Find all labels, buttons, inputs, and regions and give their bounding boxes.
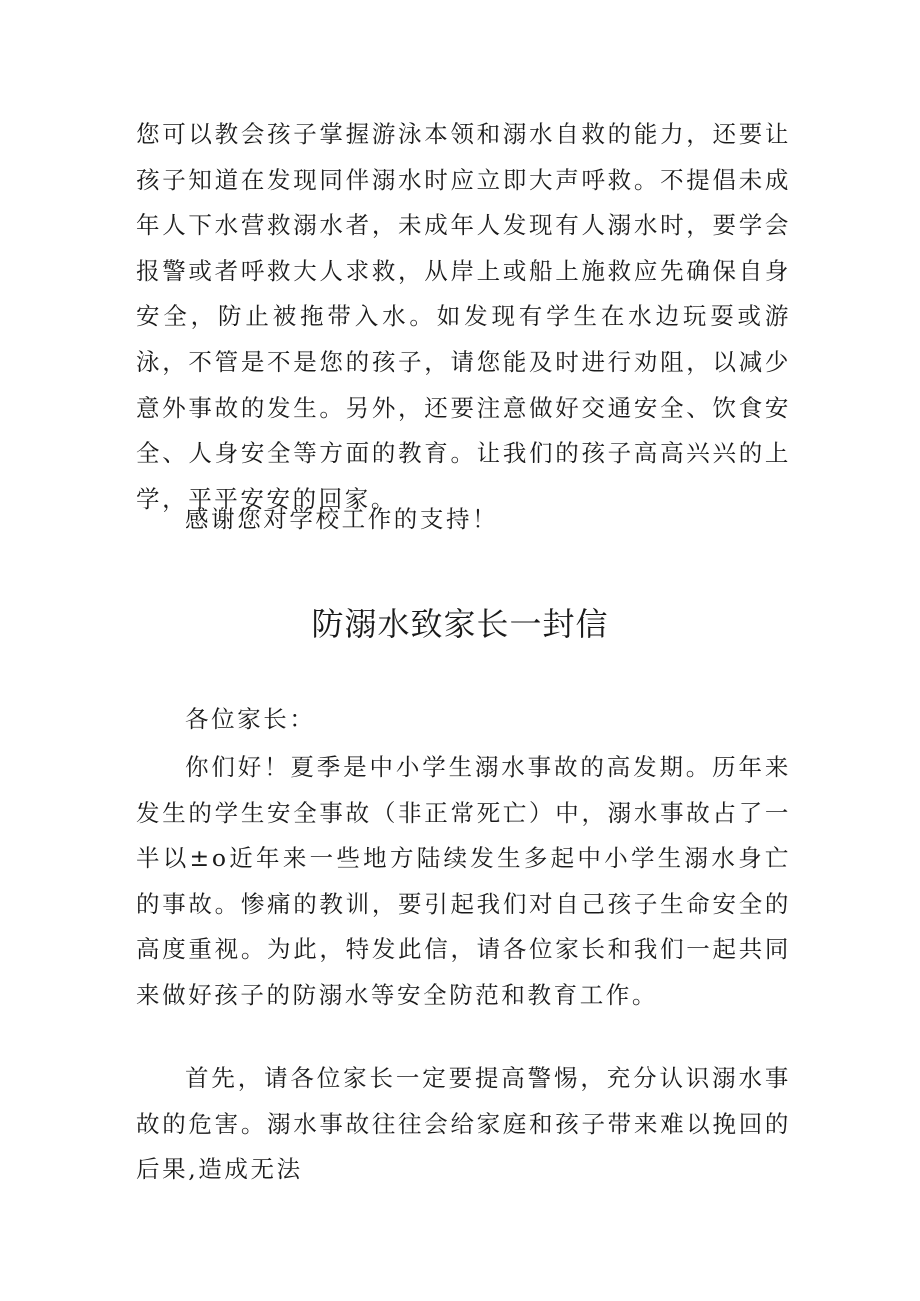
page-title: 防溺水致家长一封信 — [311, 605, 609, 643]
greeting-paragraph: 你们好！夏季是中小学生溺水事故的高发期。历年来发生的学生安全事故（非正常死亡）中，溺水事故占了一半以±o近年来一些地方陆续发生多起中小学生溺水身亡的事故。惨痛的教训，要引起我们对自己孩子生命安全的高度重视。为此，特发此信，请各位家长和我们一起共同来做好孩子的防溺水等安全防范和教育工作。 — [136, 753, 791, 1009]
salutation: 各位家长： — [185, 705, 316, 733]
thanks-line: 感谢您对学校工作的支持！ — [185, 505, 499, 533]
continued-paragraph: 您可以教会孩子掌握游泳本领和溺水自救的能力，还要让孩子知道在发现同伴溺水时应立即大声呼救。不提倡未成年人下水营救溺水者，未成年人发现有人溺水时，要学会报警或者呼救大人求救，从岸上或船上施救应先确保自身安全，防止被拖带入水。如发现有学生在水边玩耍或游泳，不管是不是您的孩子，请您能及时进行劝阻，以减少意外事故的发生。另外，还要注意做好交通安全、饮食安全、人身安全等方面的教育。让我们的孩子高高兴兴的上学，平平安安的回家。 — [136, 120, 791, 513]
first-point-paragraph: 首先，请各位家长一定要提高警惕，充分认识溺水事故的危害。溺水事故往往会给家庭和孩子带来难以挽回的后果,造成无法 — [136, 1064, 791, 1184]
